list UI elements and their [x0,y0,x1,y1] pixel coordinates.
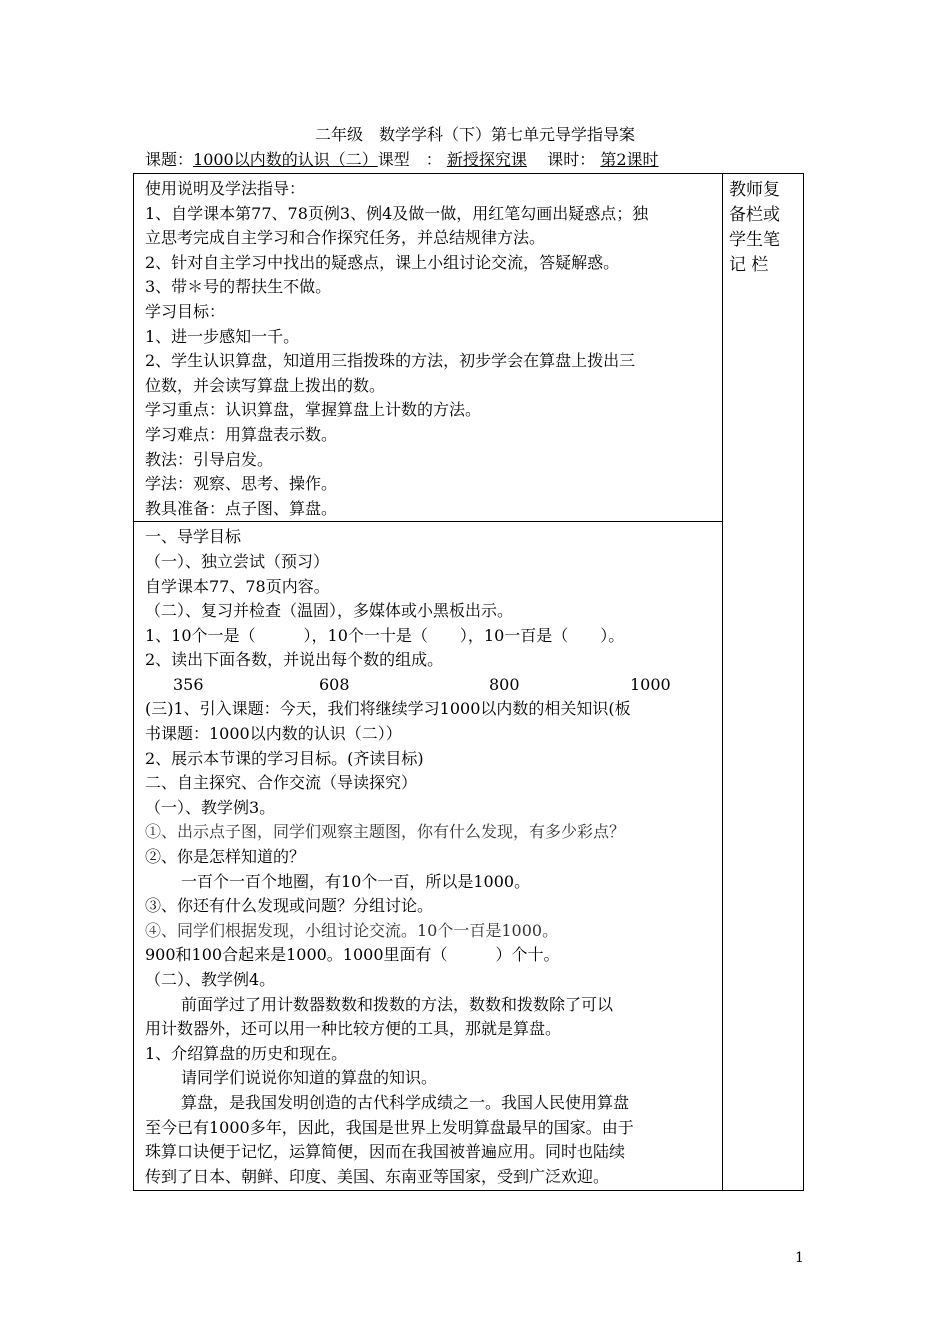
text-line: 学法：观察、思考、操作。 [145,474,338,494]
text-line: （一）、独立尝试（预习） [145,551,330,571]
text-line: （二）、教学例4。 [145,970,276,989]
text-line: 3、带＊号的帮扶生不做。 [145,277,332,297]
text-line: 1、进一步感知一千。 [145,326,300,346]
text-line: 教具准备：点子图、算盘。 [145,498,338,518]
number-item: 1000 [630,674,671,694]
text-line: 书课题：1000以内数的认识（二）） [145,724,402,744]
page-number: 1 [795,1250,804,1266]
text-line: （一）、教学例3。 [145,797,276,817]
number-item: 356 [173,674,204,694]
text-line: 2、学生认识算盘，知道用三指拨珠的方法，初步学会在算盘上拨出三 [145,351,636,371]
text-line: 1、10个一是（ ），10个一十是（ ），10一百是（ ）。 [145,625,625,645]
teacher-notes-column [723,174,804,1191]
lesson-process-cell [134,522,723,1191]
text-line: 教法：引导启发。 [145,449,274,469]
text-line: 一百个一百个地圈，有10个一百，所以是1000。 [181,871,531,891]
topic-value: 1000以内数的认识（二） [193,150,378,169]
notes-header-line: 教师复 [729,180,780,200]
text-line: 二、自主探究、合作交流（导读探究） [145,773,418,793]
number-item: 800 [489,674,520,694]
text-line: 2、针对自主学习中找出的疑惑点，课上小组讨论交流，答疑解惑。 [145,252,620,272]
text-line: 学习难点：用算盘表示数。 [145,424,338,444]
text-line: 使用说明及学法指导： [145,179,306,198]
text-line: 学习目标： [145,301,226,321]
text-line: ①、出示点子图，同学们观察主题图，你有什么发现，有多少彩点？ [145,822,626,842]
text-line: ②、你是怎样知道的？ [145,847,306,867]
notes-header-line: 学生笔 [729,230,780,250]
text-line: 2、读出下面各数，并说出每个数的组成。 [145,650,444,670]
text-line: (三)1、引入课题：今天，我们将继续学习1000以内数的相关知识(板 [145,699,631,719]
text-line: 位数，并会读写算盘上拨出的数。 [145,375,386,395]
notes-header-line: 备栏或 [729,205,780,225]
text-line: 珠算口诀便于记忆，运算简便，因而在我国被普遍应用。同时也陆续 [145,1142,626,1162]
period-label: 课时： [547,150,596,169]
number-item: 608 [319,674,350,694]
type-value: 新授探究课 [446,150,527,169]
instructions-cell [134,174,723,522]
text-line: 传到了日本、朝鲜、印度、美国、东南亚等国家，受到广泛欢迎。 [145,1166,610,1186]
topic-label: 课题： [145,150,194,169]
number-row [145,673,716,698]
document-title: 二年级 数学学科（下）第七单元导学指导案 [314,125,635,144]
text-line: 2、展示本节课的学习目标。(齐读目标) [145,748,424,768]
text-line: 立思考完成自主学习和合作探究任务，并总结规律方法。 [145,228,546,248]
text-line: 一、导学目标 [145,527,242,547]
text-line: 至今已有1000多年，因此，我国是世界上发明算盘最早的国家。由于 [145,1117,634,1137]
text-line: 1、自学课本第77、78页例3、例4及做一做，用红笔勾画出疑惑点；独 [145,203,649,223]
text-line: 自学课本77、78页内容。 [145,576,330,596]
type-label: 课型 ： [377,150,442,169]
period-value: 第2课时 [600,150,659,169]
text-line: （二）、复习并检查（温固），多媒体或小黑板出示。 [145,601,514,621]
guide-table [133,173,804,1191]
text-line: ③、你还有什么发现或问题？分组讨论。 [145,896,434,916]
text-line: 900和100合起来是1000。1000里面有（ ）个十。 [145,945,560,965]
notes-header-line: 记 栏 [729,255,769,275]
text-line: ④、同学们根据发现，小组讨论交流。10个一百是1000。 [145,920,559,940]
text-line: 1、介绍算盘的历史和现在。 [145,1043,348,1063]
text-line: 请同学们说说你知道的算盘的知识。 [181,1068,438,1088]
text-line: 前面学过了用计数器数数和拨数的方法，数数和拨数除了可以 [181,994,614,1014]
text-line: 算盘，是我国发明创造的古代科学成绩之一。我国人民使用算盘 [181,1092,630,1112]
lesson-meta [145,149,805,171]
text-line: 学习重点：认识算盘，掌握算盘上计数的方法。 [145,400,482,420]
text-line: 用计数器外，还可以用一种比较方便的工具，那就是算盘。 [145,1019,562,1039]
